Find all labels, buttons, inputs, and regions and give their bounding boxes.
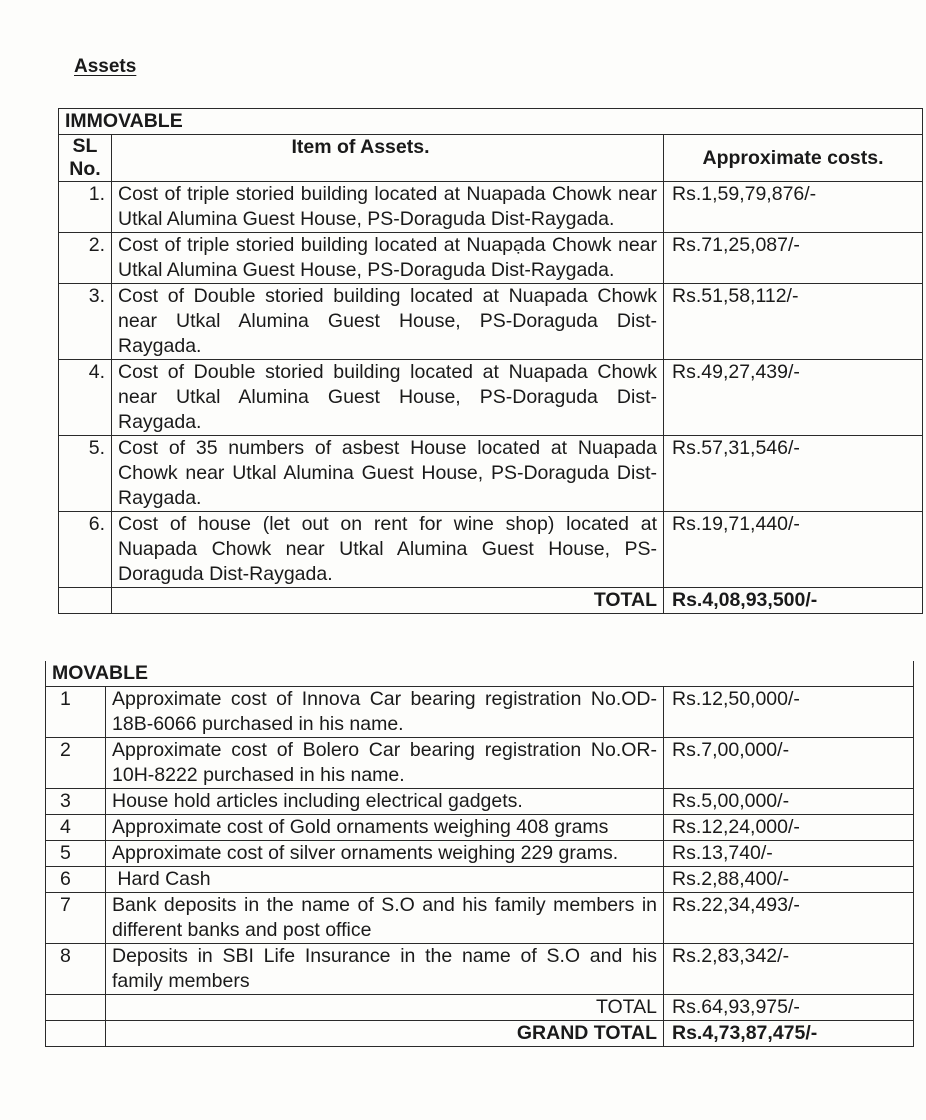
table-row (46, 867, 914, 893)
row-sl: 1. (59, 182, 112, 233)
table-row (46, 944, 914, 995)
table-row (46, 893, 914, 944)
immovable-assets-table (58, 108, 923, 614)
movable-section-row (46, 661, 914, 687)
immovable-total-value: Rs.4,08,93,500/- (664, 588, 923, 614)
table-row (46, 789, 914, 815)
row-cost: Rs.19,71,440/- (664, 512, 923, 588)
row-item: Cost of triple storied building located at Nuapạda Chowk near Utkal Alumina Guest House, PS-Doraguda Dist-Raygada. (112, 233, 664, 284)
row-item: Cost of 35 numbers of asbest House located at Nuapada Chowk near Utkal Alumina Guest House, PS-Doraguda Dist-Raygada. (112, 436, 664, 512)
row-item: Approximate cost of Bolero Car bearing registration No.OR-10H-8222 purchased in his name. (106, 738, 664, 789)
row-cost: Rs.51,58,112/- (664, 284, 923, 360)
table-header-row (59, 135, 923, 182)
row-sl: 3 (46, 789, 106, 815)
row-cost: Rs.57,31,546/- (664, 436, 923, 512)
immovable-total-row (59, 588, 923, 614)
grand-total-row (46, 1021, 914, 1047)
table-row (46, 687, 914, 738)
movable-section-label: MOVABLE (46, 661, 914, 687)
table-row (46, 738, 914, 789)
table-row (59, 284, 923, 360)
row-cost: Rs.71,25,087/- (664, 233, 923, 284)
row-cost: Rs.49,27,439/- (664, 360, 923, 436)
document-heading: Assets (74, 56, 137, 77)
row-item: Approximate cost of silver ornaments weighing 229 grams. (106, 841, 664, 867)
row-sl: 1 (46, 687, 106, 738)
row-cost: Rs.5,00,000/- (664, 789, 914, 815)
row-cost: Rs.1,59,79,876/- (664, 182, 923, 233)
immovable-section-row (59, 109, 923, 135)
row-sl: 4 (46, 815, 106, 841)
row-item: House hold articles including electrical gadgets. (106, 789, 664, 815)
row-sl: 5. (59, 436, 112, 512)
row-sl: 2 (46, 738, 106, 789)
row-cost: Rs.22,34,493/- (664, 893, 914, 944)
movable-total-value: Rs.64,93,975/- (664, 995, 914, 1021)
table-row (59, 512, 923, 588)
row-item: Approximate cost of Innova Car bearing registration No.OD-18B-6066 purchased in his name. (106, 687, 664, 738)
row-cost: Rs.2,88,400/- (664, 867, 914, 893)
movable-assets-table (45, 661, 914, 1047)
row-item: Cost of Double storied building located at Nuapada Chowk near Utkal Alumina Guest House, PS-Doraguda Dist-Raygada. (112, 284, 664, 360)
header-approximate-costs: Approximate costs. (664, 135, 923, 182)
header-item-of-assets: Item of Assets. (112, 135, 664, 182)
row-item: Deposits in SBI Life Insurance in the name of S.O and his family members (106, 944, 664, 995)
empty-cell (46, 1021, 106, 1047)
row-sl: 5 (46, 841, 106, 867)
empty-cell (59, 588, 112, 614)
header-sl-no (59, 135, 112, 182)
row-item: Cost of house (let out on rent for wine shop) located at Nuapada Chowk near Utkal Alumina Guest House, PS-Doraguda Dist-Raygada. (112, 512, 664, 588)
row-cost: Rs.13,740/- (664, 841, 914, 867)
header-sl-text: SL No. (69, 135, 101, 180)
row-sl: 6. (59, 512, 112, 588)
movable-total-label: TOTAL (106, 995, 664, 1021)
immovable-section-label: IMMOVABLE (59, 109, 923, 135)
row-cost: Rs.12,24,000/- (664, 815, 914, 841)
table-row (59, 360, 923, 436)
row-cost: Rs.7,00,000/- (664, 738, 914, 789)
table-row (46, 815, 914, 841)
row-cost: Rs.2,83,342/- (664, 944, 914, 995)
row-sl: 3. (59, 284, 112, 360)
table-row (59, 233, 923, 284)
row-sl: 6 (46, 867, 106, 893)
table-row (46, 841, 914, 867)
empty-cell (46, 995, 106, 1021)
row-sl: 7 (46, 893, 106, 944)
row-cost: Rs.12,50,000/- (664, 687, 914, 738)
table-row (59, 436, 923, 512)
row-sl: 2. (59, 233, 112, 284)
row-item: Cost of Double storied building located at Nuapada Chowk near Utkal Alumina Guest House, PS-Doraguda Dist-Raygada. (112, 360, 664, 436)
row-item: Approximate cost of Gold ornaments weighing 408 grams (106, 815, 664, 841)
movable-total-row (46, 995, 914, 1021)
row-item: Cost of triple storied building located at Nuapada Chowk near Utkal Alumina Guest House, PS-Doraguda Dist-Raygada. (112, 182, 664, 233)
row-sl: 8 (46, 944, 106, 995)
grand-total-value: Rs.4,73,87,475/- (664, 1021, 914, 1047)
row-sl: 4. (59, 360, 112, 436)
grand-total-label: GRAND TOTAL (106, 1021, 664, 1047)
row-item: Bank deposits in the name of S.O and his family members in different banks and post office (106, 893, 664, 944)
immovable-total-label: TOTAL (112, 588, 664, 614)
table-row (59, 182, 923, 233)
row-item: Hard Cash (106, 867, 664, 893)
